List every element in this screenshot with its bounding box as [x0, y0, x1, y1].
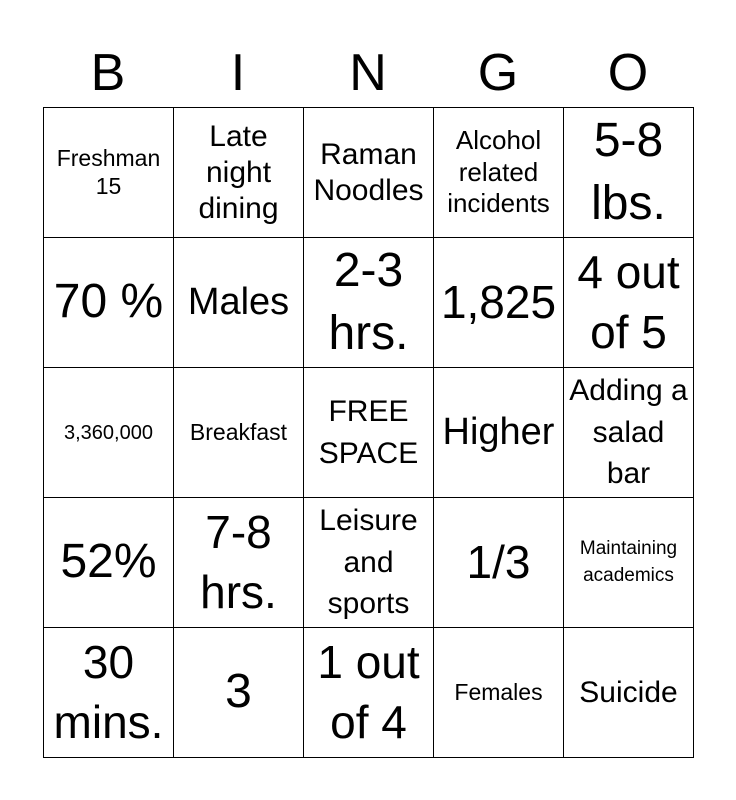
cell-label: 1,825: [440, 275, 557, 328]
bingo-cell-r3-c3-free-space[interactable]: [304, 368, 434, 498]
cell-label: 1 out of 4: [317, 635, 420, 748]
bingo-cell-r5-c5[interactable]: [564, 628, 694, 758]
bingo-cell-r4-c1[interactable]: [44, 498, 174, 628]
cell-label: 3,360,000: [64, 421, 153, 444]
header-letter-g: G: [477, 44, 519, 102]
cell-label: 7-8 hrs.: [200, 505, 277, 618]
bingo-cell-r5-c4[interactable]: [434, 628, 564, 758]
cell-label: Raman Noodles: [313, 137, 424, 207]
cell-label: 1/3: [466, 535, 531, 588]
cell-label: Breakfast: [189, 418, 288, 445]
bingo-card-grid: [43, 107, 694, 758]
bingo-cell-r3-c5[interactable]: [564, 368, 694, 498]
header-letter-o: O: [607, 44, 649, 102]
bingo-cell-r1-c1[interactable]: [44, 108, 174, 238]
bingo-cell-r3-c2[interactable]: [174, 368, 304, 498]
cell-label: Suicide: [579, 675, 678, 709]
bingo-cell-r2-c3[interactable]: [304, 238, 434, 368]
bingo-cell-r5-c3[interactable]: [304, 628, 434, 758]
cell-label: 3: [225, 665, 252, 719]
cell-label: Higher: [442, 410, 555, 453]
cell-label: 5-8 lbs.: [591, 114, 666, 230]
cell-label: Males: [187, 280, 290, 323]
cell-label: Females: [454, 678, 543, 705]
header-letter-i: I: [230, 44, 246, 102]
cell-label: 30 mins.: [53, 635, 164, 748]
bingo-cell-r2-c4[interactable]: [434, 238, 564, 368]
bingo-cell-r3-c4[interactable]: [434, 368, 564, 498]
bingo-cell-r2-c2[interactable]: [174, 238, 304, 368]
bingo-header: [43, 40, 693, 106]
cell-label: 4 out of 5: [577, 245, 680, 358]
cell-label: 2-3 hrs.: [328, 244, 409, 360]
cell-label: Alcohol related incidents: [447, 124, 550, 219]
cell-label: 70 %: [53, 275, 164, 329]
cell-label: Freshman 15: [56, 144, 161, 199]
bingo-cell-r1-c2[interactable]: [174, 108, 304, 238]
bingo-cell-r2-c1[interactable]: [44, 238, 174, 368]
bingo-cell-r4-c5[interactable]: [564, 498, 694, 628]
cell-label: Adding a salad bar: [569, 374, 688, 491]
bingo-cell-r1-c3[interactable]: [304, 108, 434, 238]
header-letter-b: B: [90, 44, 126, 102]
cell-label: Leisure and sports: [319, 504, 418, 621]
cell-label: Maintaining academics: [579, 537, 678, 586]
bingo-cell-r1-c5[interactable]: [564, 108, 694, 238]
bingo-cell-r4-c3[interactable]: [304, 498, 434, 628]
free-space-label: FREE SPACE: [318, 394, 419, 470]
bingo-cell-r4-c4[interactable]: [434, 498, 564, 628]
bingo-cell-r5-c1[interactable]: [44, 628, 174, 758]
bingo-cell-r1-c4[interactable]: [434, 108, 564, 238]
bingo-cell-r3-c1[interactable]: [44, 368, 174, 498]
cell-label: 52%: [60, 535, 157, 589]
cell-label: Late night dining: [198, 119, 279, 225]
bingo-cell-r4-c2[interactable]: [174, 498, 304, 628]
header-letter-n: N: [349, 44, 387, 102]
bingo-cell-r2-c5[interactable]: [564, 238, 694, 368]
bingo-cell-r5-c2[interactable]: [174, 628, 304, 758]
